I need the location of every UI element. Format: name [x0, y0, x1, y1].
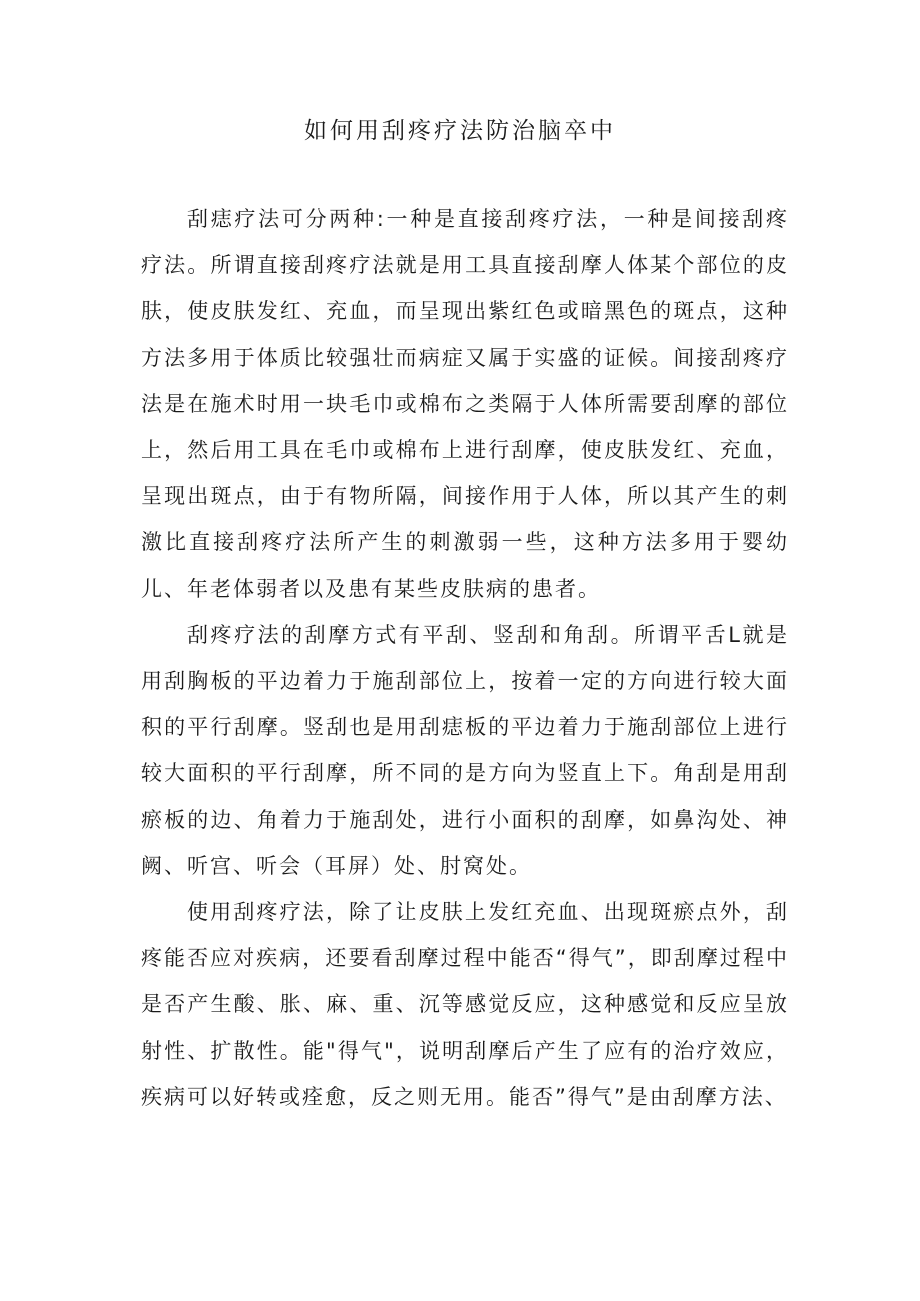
- paragraph-scraping-types: 刮痣疗法可分两种:一种是直接刮疼疗法，一种是间接刮疼疗法。所谓直接刮疼疗法就是用工具直接刮摩人体某个部位的皮肤，使皮肤发红、充血，而呈现出紫红色或暗黑色的斑点，这种方法多用于体质比较强壮而病症又属于实盛的证候。间接刮疼疗法是在施术时用一块毛巾或棉布之类隔于人体所需要刮摩的部位上，然后用工具在毛巾或棉布上进行刮摩，使皮肤发红、充血，呈现出斑点，由于有物所隔，间接作用于人体，所以其产生的刺激比直接刮疼疗法所产生的刺激弱一些，这种方法多用于婴幼儿、年老体弱者以及患有某些皮肤病的患者。: [141, 207, 789, 601]
- document-body: [141, 196, 789, 1120]
- paragraph-deqi-effect: 使用刮疼疗法，除了让皮肤上发红充血、出现斑瘀点外，刮疼能否应对疾病，还要看刮摩过程中能否“得气”，即刮摩过程中是否产生酸、胀、麻、重、沉等感觉反应，这种感觉和反应呈放射性、扩散性。能"得气"，说明刮摩后产生了应有的治疗效应，疾病可以好转或痊愈，反之则无用。能否”得气”是由刮摩方法、: [141, 900, 789, 1109]
- paragraph-scraping-methods: 刮疼疗法的刮摩方式有平刮、竖刮和角刮。所谓平舌L就是用刮胸板的平边着力于施刮部位上，按着一定的方向进行较大面积的平行刮摩。竖刮也是用刮痣板的平边着力于施刮部位上进行较大面积的平行刮摩，所不同的是方向为竖直上下。角刮是用刮瘀板的边、角着力于施刮处，进行小面积的刮摩，如鼻沟处、神阙、听宫、听会（耳屏）处、肘窝处。: [141, 622, 789, 878]
- document-title: 如何用刮疼疗法防治脑卒中: [304, 118, 616, 144]
